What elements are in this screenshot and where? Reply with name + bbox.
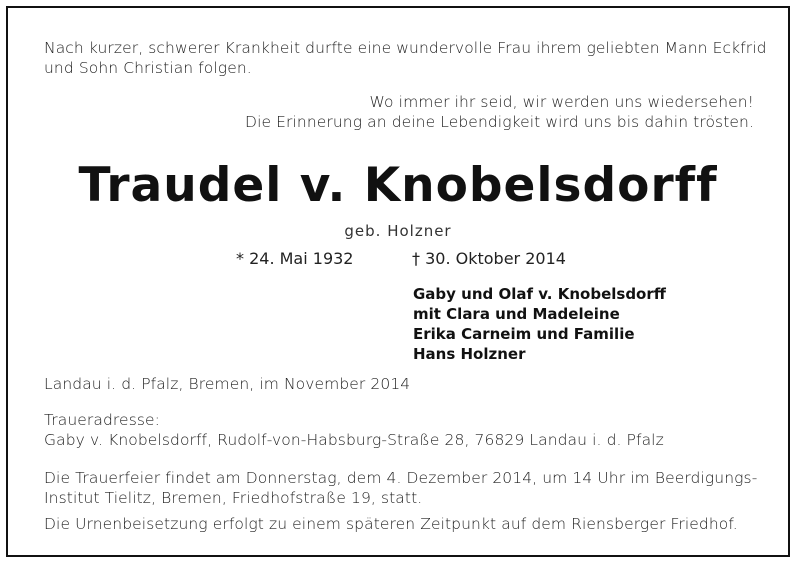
obituary-notice (6, 6, 790, 557)
death-date: † 30. Oktober 2014 (412, 249, 566, 268)
quote-line-2: Die Erinnerung an deine Lebendigkeit wird uns bis dahin trösten. (245, 113, 754, 131)
mourner-item: Gaby und Olaf v. Knobelsdorff (413, 285, 666, 303)
quote-line-1: Wo immer ihr seid, wir werden uns wiedersehen! (369, 93, 754, 111)
funeral-service-info (44, 468, 757, 508)
service-line-1: Die Trauerfeier findet am Donnerstag, dem 4. Dezember 2014, um 14 Uhr im Beerdigungs- (44, 469, 758, 487)
mourning-address-value: Gaby v. Knobelsdorff, Rudolf-von-Habsburg-Straße 28, 76829 Landau i. d. Pfalz (44, 431, 664, 449)
mourning-address (44, 410, 664, 450)
intro-line-2: und Sohn Christian folgen. (44, 59, 252, 77)
service-line-2: Institut Tielitz, Bremen, Friedhofstraße 19, statt. (44, 489, 423, 507)
urn-burial-info: Die Urnenbeisetzung erfolgt zu einem späteren Zeitpunkt auf dem Riensberger Friedhof. (44, 515, 738, 533)
deceased-name: Traudel v. Knobelsdorff (78, 158, 718, 213)
intro-line-1: Nach kurzer, schwerer Krankheit durfte eine wundervolle Frau ihrem geliebten Mann Eckfrid (44, 39, 767, 57)
place-date: Landau i. d. Pfalz, Bremen, im November 2014 (44, 375, 411, 393)
mourners-list (413, 284, 666, 364)
memorial-quote (245, 92, 754, 132)
mourner-item: mit Clara und Madeleine (413, 305, 620, 323)
intro-text (44, 38, 767, 78)
birth-date: * 24. Mai 1932 (236, 249, 354, 268)
maiden-name: geb. Holzner (344, 222, 452, 240)
mourning-address-label: Traueradresse: (44, 411, 161, 429)
mourner-item: Erika Carneim und Familie (413, 325, 635, 343)
mourner-item: Hans Holzner (413, 345, 526, 363)
